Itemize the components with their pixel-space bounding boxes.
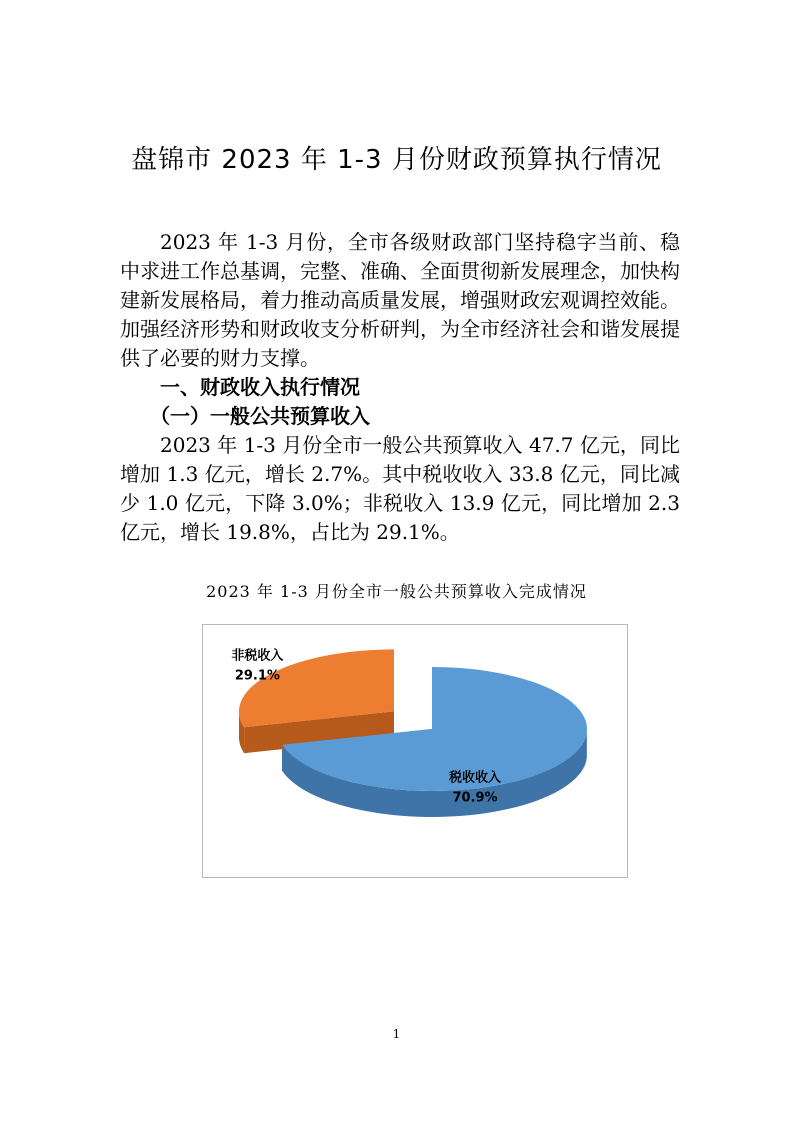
document-body xyxy=(120,228,680,547)
page-number: 1 xyxy=(392,1027,401,1041)
pie-slice-name-1: 非税收入 xyxy=(231,648,284,664)
pie-chart-frame xyxy=(202,624,628,878)
subsection-heading-general-budget: （一）一般公共预算收入 xyxy=(150,404,370,428)
page-title: 盘锦市 2023 年 1-3 月份财政预算执行情况 xyxy=(131,145,662,175)
pie-slice-value-1: 29.1% xyxy=(234,668,280,684)
section-heading-revenue: 一、财政收入执行情况 xyxy=(160,375,360,399)
pie-chart xyxy=(203,625,627,877)
pie-slice-name-0: 税收收入 xyxy=(448,770,502,786)
chart-title: 2023 年 1-3 月份全市一般公共预算收入完成情况 xyxy=(206,582,587,601)
general-budget-paragraph: 2023 年 1-3 月份全市一般公共预算收入 47.7 亿元，同比增加 1.3 亿元，增长 2.7%。其中税收收入 33.8 亿元，同比减少 1.0 亿元，下降 3.0%；非税收入 13.9 亿元，同比增加 2.3 亿元，增长 19.8%，占比为 29.1%。 xyxy=(120,433,680,544)
intro-paragraph: 2023 年 1-3 月份，全市各级财政部门坚持稳字当前、稳中求进工作总基调，完整、准确、全面贯彻新发展理念，加快构建新发展格局，着力推动高质量发展，增强财政宏观调控效能。加强经济形势和财政收支分析研判，为全市经济社会和谐发展提供了必要的财力支撑。 xyxy=(120,230,680,370)
pie-slice-value-0: 70.9% xyxy=(452,790,498,806)
